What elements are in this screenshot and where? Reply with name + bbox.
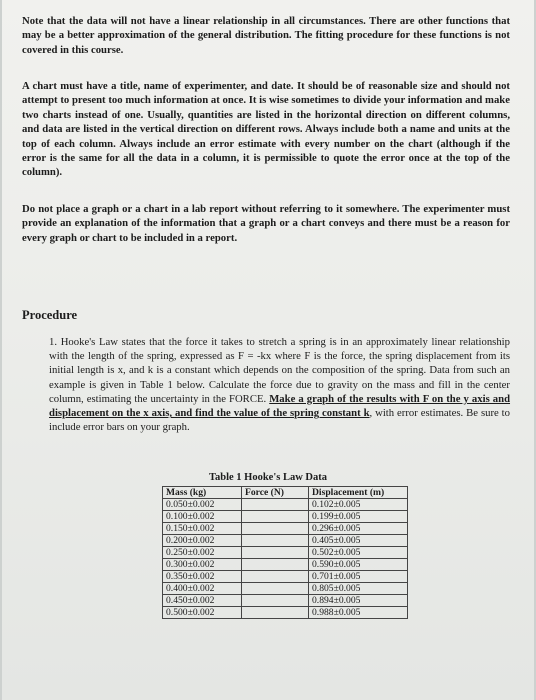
mass-cell: 0.350±0.002 xyxy=(163,571,242,583)
force-cell xyxy=(242,547,309,559)
table-row xyxy=(163,535,408,547)
column-header-displacement: Displacement (m) xyxy=(309,487,408,499)
column-header-force: Force (N) xyxy=(242,487,309,499)
table-row xyxy=(163,571,408,583)
mass-cell: 0.150±0.002 xyxy=(163,523,242,535)
hookes-law-table xyxy=(162,486,408,619)
paragraph-linear-note: Note that the data will not have a linear relationship in all circumstances. There are other functions that may be a better approximation of the general distribution. The fitting procedure for these functions is not covered in this course. xyxy=(22,15,510,56)
mass-cell: 0.450±0.002 xyxy=(163,595,242,607)
force-cell xyxy=(242,523,309,535)
mass-cell: 0.050±0.002 xyxy=(163,499,242,511)
column-header-mass: Mass (kg) xyxy=(163,487,242,499)
procedure-heading: Procedure xyxy=(22,308,78,322)
table-row xyxy=(163,511,408,523)
paragraph-chart-guidelines: A chart must have a title, name of experimenter, and date. It should be of reasonable size and should not attempt to present too much information at once. It is wise sometimes to divide your information and make two charts instead of one. Usually, quantities are listed in the horizontal direction on different columns, and data are listed in the vertical direction on different rows. Always include both a name and units at the top of each column. Always include an error estimate with every number on the chart (although if the error is the same for all the data in a column, it is permissible to quote the error once at the top of the column). xyxy=(22,80,510,179)
displacement-cell: 0.894±0.005 xyxy=(309,595,408,607)
displacement-cell: 0.701±0.005 xyxy=(309,571,408,583)
force-cell xyxy=(242,595,309,607)
table-row xyxy=(163,547,408,559)
procedure-step-1-text: 1. Hooke's Law states that the force it takes to stretch a spring is in an approximately linear relationship with the length of the spring, expressed as F = -kx where F is the force, the spring displacement from its initial length is x, and k is a constant which depends on the composition of the spring. Data from such an example is given in Table 1 below. Calculate the force due to gravity on the mass and fill in the center column, estimating the uncertainty in the FORCE. xyxy=(49,336,510,405)
table-header-row xyxy=(163,487,408,499)
mass-cell: 0.250±0.002 xyxy=(163,547,242,559)
table-row xyxy=(163,523,408,535)
displacement-cell: 0.296±0.005 xyxy=(309,523,408,535)
force-cell xyxy=(242,571,309,583)
mass-cell: 0.400±0.002 xyxy=(163,583,242,595)
force-cell xyxy=(242,607,309,619)
displacement-cell: 0.502±0.005 xyxy=(309,547,408,559)
force-cell xyxy=(242,559,309,571)
force-cell xyxy=(242,583,309,595)
table-caption: Table 1 Hooke's Law Data xyxy=(208,472,328,483)
mass-cell: 0.100±0.002 xyxy=(163,511,242,523)
table-row xyxy=(163,607,408,619)
displacement-cell: 0.590±0.005 xyxy=(309,559,408,571)
paragraph-graph-reference: Do not place a graph or a chart in a lab report without referring to it somewhere. The experimenter must provide an explanation of the information that a graph or a chart conveys and there must be a reason for every graph or chart to be included in a report. xyxy=(22,203,510,244)
displacement-cell: 0.199±0.005 xyxy=(309,511,408,523)
displacement-cell: 0.988±0.005 xyxy=(309,607,408,619)
table-row xyxy=(163,499,408,511)
displacement-cell: 0.102±0.005 xyxy=(309,499,408,511)
force-cell xyxy=(242,499,309,511)
document-page xyxy=(2,0,534,700)
table-row xyxy=(163,559,408,571)
mass-cell: 0.300±0.002 xyxy=(163,559,242,571)
force-cell xyxy=(242,511,309,523)
displacement-cell: 0.805±0.005 xyxy=(309,583,408,595)
procedure-step-1-end: , with error estimates. Be sure to include error bars on your graph. xyxy=(49,407,510,434)
displacement-cell: 0.405±0.005 xyxy=(309,535,408,547)
mass-cell: 0.200±0.002 xyxy=(163,535,242,547)
table-row xyxy=(163,595,408,607)
procedure-step-1-underlined: Make a graph of the results with F on the y axis and displacement on the x axis, and find the value of the spring constant k xyxy=(49,392,511,420)
force-cell xyxy=(242,535,309,547)
table-row xyxy=(163,583,408,595)
mass-cell: 0.500±0.002 xyxy=(163,607,242,619)
procedure-step-1 xyxy=(49,335,510,434)
